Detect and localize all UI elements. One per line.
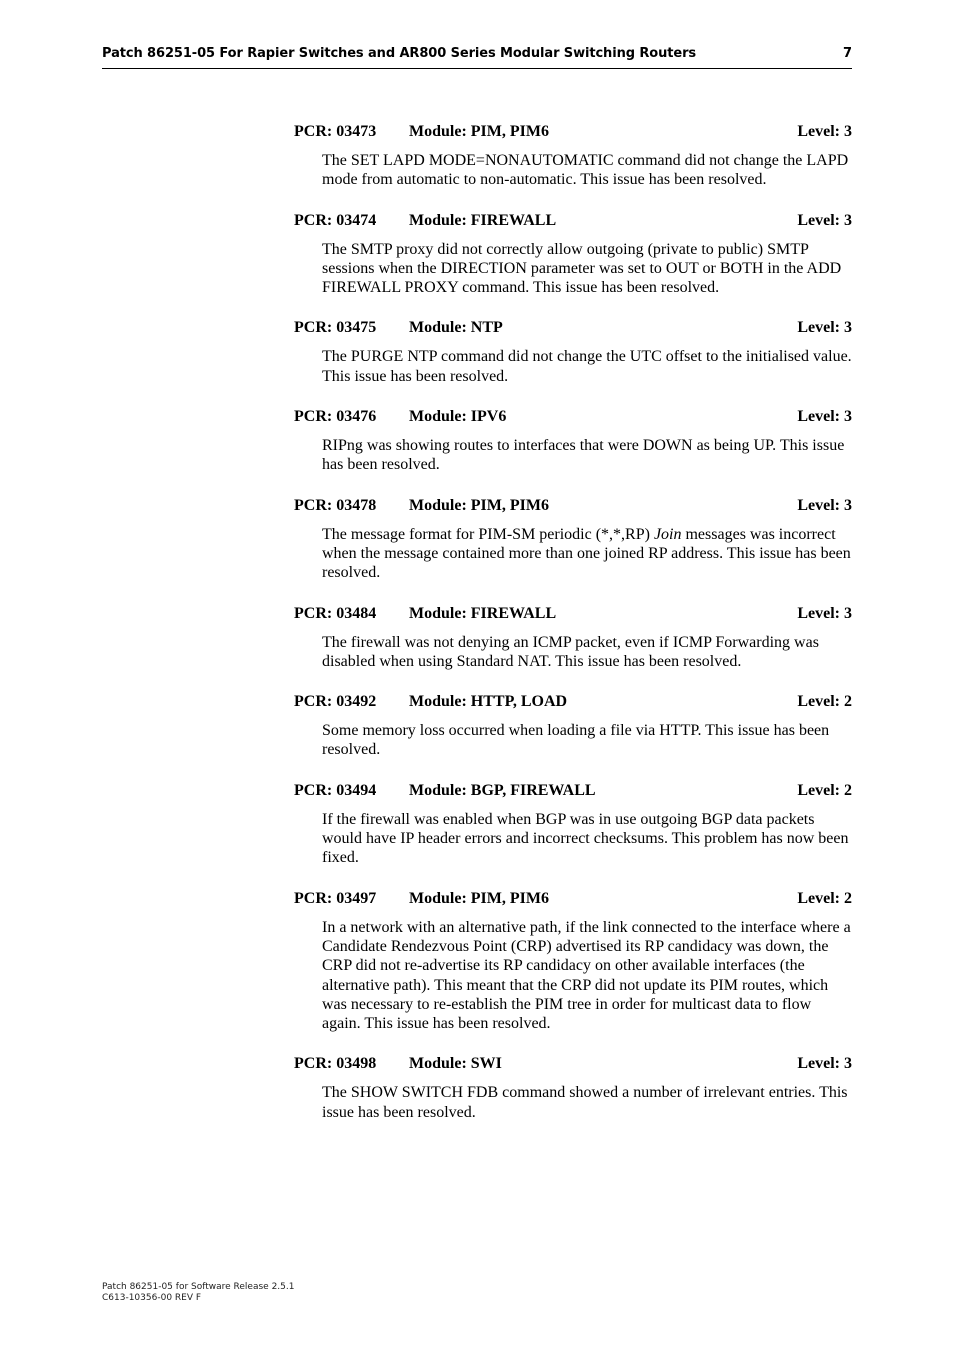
- pcr-module: Module: PIM, PIM6: [409, 496, 549, 514]
- pcr-description: [322, 525, 852, 583]
- pcr-module: Module: PIM, PIM6: [409, 889, 549, 907]
- pcr-entry: [294, 318, 852, 386]
- pcr-module: Module: SWI: [409, 1055, 502, 1073]
- pcr-level: Level: 2: [797, 693, 852, 711]
- pcr-module: Module: FIREWALL: [409, 211, 557, 229]
- footer-doc-number: C613-10356-00 REV F: [102, 1293, 202, 1303]
- pcr-number: PCR: 03473: [294, 123, 377, 140]
- pcr-description: The SET LAPD MODE=NONAUTOMATIC command did not change the LAPD mode from automatic to non-automatic. This issue has been resolved.: [322, 152, 849, 189]
- pcr-module: Module: HTTP, LOAD: [409, 693, 568, 711]
- pcr-number: PCR: 03474: [294, 211, 377, 229]
- pcr-description: In a network with an alternative path, if the link connected to the interface where a Candidate Rendezvous Point (CRP) advertised its RP candidacy was down, the CRP did not re-advertise its RP candidacy on other available interfaces (the alternative path). This meant that the CRP did not update its PIM routes, which was necessary to re-establish the PIM tree in order for multicast data to flow again. This issue has been resolved.: [322, 918, 851, 1033]
- pcr-number: PCR: 03492: [294, 693, 377, 711]
- pcr-entry: [294, 496, 852, 583]
- pcr-description: If the firewall was enabled when BGP was in use outgoing BGP data packets would have IP header errors and incorrect checksums. This problem has now been fixed.: [322, 810, 849, 867]
- pcr-level: Level: 3: [797, 496, 852, 514]
- pcr-entry-heading: [294, 781, 852, 801]
- pcr-level: Level: 3: [797, 211, 852, 229]
- pcr-entry-heading: [294, 407, 852, 427]
- pcr-number: PCR: 03494: [294, 781, 377, 799]
- pcr-description: The firewall was not denying an ICMP packet, even if ICMP Forwarding was disabled when using Standard NAT. This issue has been resolved.: [322, 633, 819, 670]
- pcr-module: Module: NTP: [409, 319, 503, 337]
- pcr-entry-heading: [294, 496, 852, 516]
- pcr-description-end: messages was incorrect when the message contained more than one joined RP address. This issue has been resolved.: [322, 525, 851, 582]
- pcr-entry-heading: [294, 692, 852, 712]
- pcr-description: Some memory loss occurred when loading a file via HTTP. This issue has been resolved.: [322, 722, 830, 759]
- pcr-level: Level: 2: [797, 889, 852, 907]
- pcr-module: Module: FIREWALL: [409, 604, 557, 622]
- pcr-entry-heading: [294, 889, 852, 909]
- page-footer: [102, 1282, 294, 1304]
- pcr-level: Level: 3: [797, 123, 852, 140]
- pcr-entry: [294, 1054, 852, 1122]
- pcr-number: PCR: 03497: [294, 889, 377, 907]
- pcr-entry: [294, 889, 852, 1034]
- pcr-number: PCR: 03475: [294, 319, 377, 337]
- pcr-number: PCR: 03498: [294, 1055, 377, 1073]
- pcr-entry: [294, 604, 852, 672]
- footer-release: Patch 86251-05 for Software Release 2.5.1: [102, 1282, 295, 1292]
- pcr-number: PCR: 03484: [294, 604, 377, 622]
- pcr-description: The SMTP proxy did not correctly allow outgoing (private to public) SMTP sessions when the DIRECTION parameter was set to OUT or BOTH in the ADD FIREWALL PROXY command. This issue has been resolved.: [322, 240, 842, 297]
- pcr-number: PCR: 03478: [294, 496, 377, 514]
- pcr-entry-heading: [294, 122, 852, 142]
- pcr-module: Module: PIM, PIM6: [409, 123, 549, 140]
- pcr-entry: [294, 407, 852, 475]
- pcr-entry: [294, 692, 852, 760]
- pcr-description: RIPng was showing routes to interfaces that were DOWN as being UP. This issue has been resolved.: [322, 437, 845, 474]
- pcr-description-italic: Join: [653, 525, 682, 543]
- pcr-list: [294, 122, 852, 1143]
- pcr-description: The SHOW SWITCH FDB command showed a number of irrelevant entries. This issue has been resolved.: [322, 1084, 848, 1121]
- pcr-entry: [294, 122, 852, 190]
- pcr-level: Level: 2: [797, 781, 852, 799]
- page-number: 7: [842, 46, 852, 61]
- header-title: Patch 86251-05 For Rapier Switches and AR800 Series Modular Switching Routers: [102, 46, 697, 61]
- pcr-entry-heading: [294, 604, 852, 624]
- pcr-level: Level: 3: [797, 1055, 852, 1073]
- pcr-level: Level: 3: [797, 604, 852, 622]
- pcr-level: Level: 3: [797, 408, 852, 426]
- pcr-module: Module: IPV6: [409, 408, 507, 426]
- pcr-entry-heading: [294, 211, 852, 231]
- page-header: [102, 46, 852, 69]
- pcr-entry: [294, 211, 852, 298]
- pcr-entry-heading: [294, 1054, 852, 1074]
- pcr-description: The PURGE NTP command did not change the UTC offset to the initialised value. This issue has been resolved.: [322, 348, 852, 385]
- pcr-description-start: The message format for PIM-SM periodic (*,*,RP): [322, 525, 654, 543]
- pcr-entry: [294, 781, 852, 868]
- pcr-entry-heading: [294, 318, 852, 338]
- pcr-module: Module: BGP, FIREWALL: [409, 781, 596, 799]
- pcr-number: PCR: 03476: [294, 408, 377, 426]
- pcr-level: Level: 3: [797, 319, 852, 337]
